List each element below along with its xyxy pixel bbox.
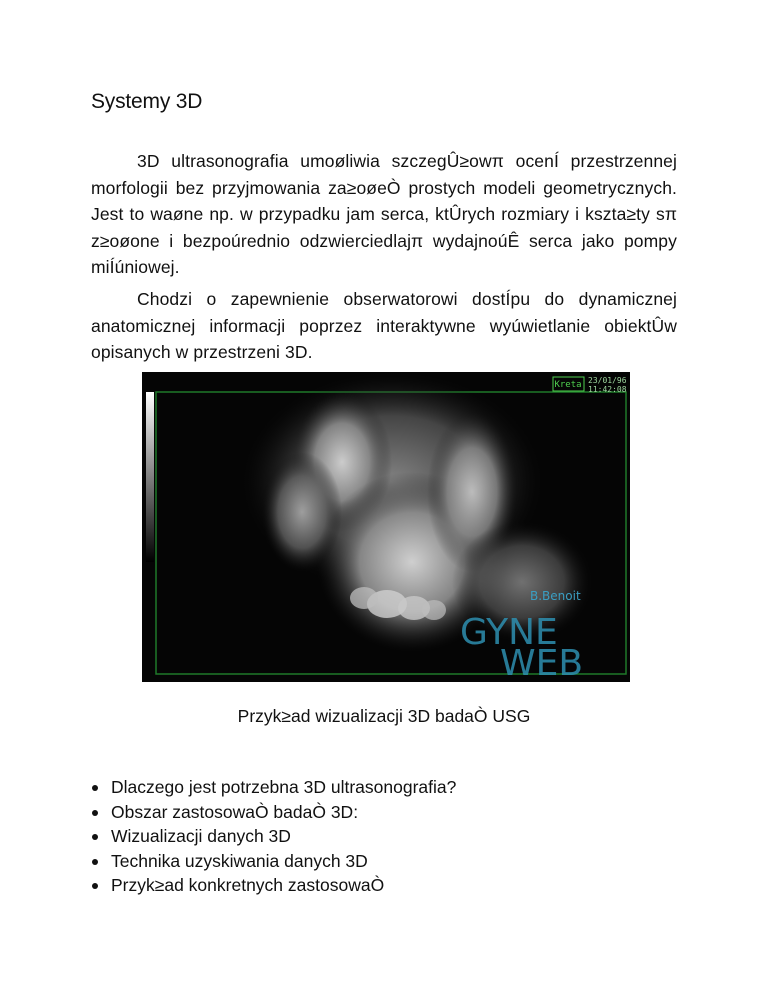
list-item: Wizualizacji danych 3D [91,824,456,849]
list-item: Dlaczego jest potrzebna 3D ultrasonografia? [91,775,456,800]
bullet-icon [92,883,98,889]
bullet-icon [92,810,98,816]
overlay-box-label: Kreta [554,380,582,390]
watermark-top: GYNE [460,612,558,653]
bullet-icon [92,834,98,840]
figure-caption: Przyk≥ad wizualizacji 3D badaÒ USG [237,706,531,726]
paragraph-purpose: Chodzi o zapewnienie obserwatorowi dostÍpu do dynamicznej anatomicznej informacji poprzez interaktywne wyúwietlanie obiektÛw opisanych w przestrzeni 3D. [91,289,677,362]
overlay-time: 11:42:08 [588,385,627,394]
overlay-date: 23/01/96 [588,376,627,385]
list-item: Technika uzyskiwania danych 3D [91,849,456,874]
watermark-small: B.Benoit [530,589,581,603]
watermark-bottom: WEB [500,643,584,682]
page-title: Systemy 3D [91,90,203,113]
topic-list [91,775,456,898]
grayscale-bar [146,392,154,562]
bullet-icon [92,785,98,791]
ultrasound-3d-image [142,372,630,682]
bullet-icon [92,859,98,865]
paragraph-intro: 3D ultrasonografia umoøliwia szczegÛ≥owπ ocenÍ przestrzennej morfologii bez przyjmowania za≥oøeÒ prostych modeli geometrycznych. Jest to waøne np. w przypadku jam serca, ktÛrych rozmiary i kszta≥ty sπ z≥oøone i bezpoúrednio odzwierciedlajπ wydajnoúÊ serca jako pompy miÍúniowej. [91,151,677,277]
list-item: Przyk≥ad konkretnych zastosowaÒ [91,873,456,898]
list-item: Obszar zastosowaÒ badaÒ 3D: [91,800,456,825]
